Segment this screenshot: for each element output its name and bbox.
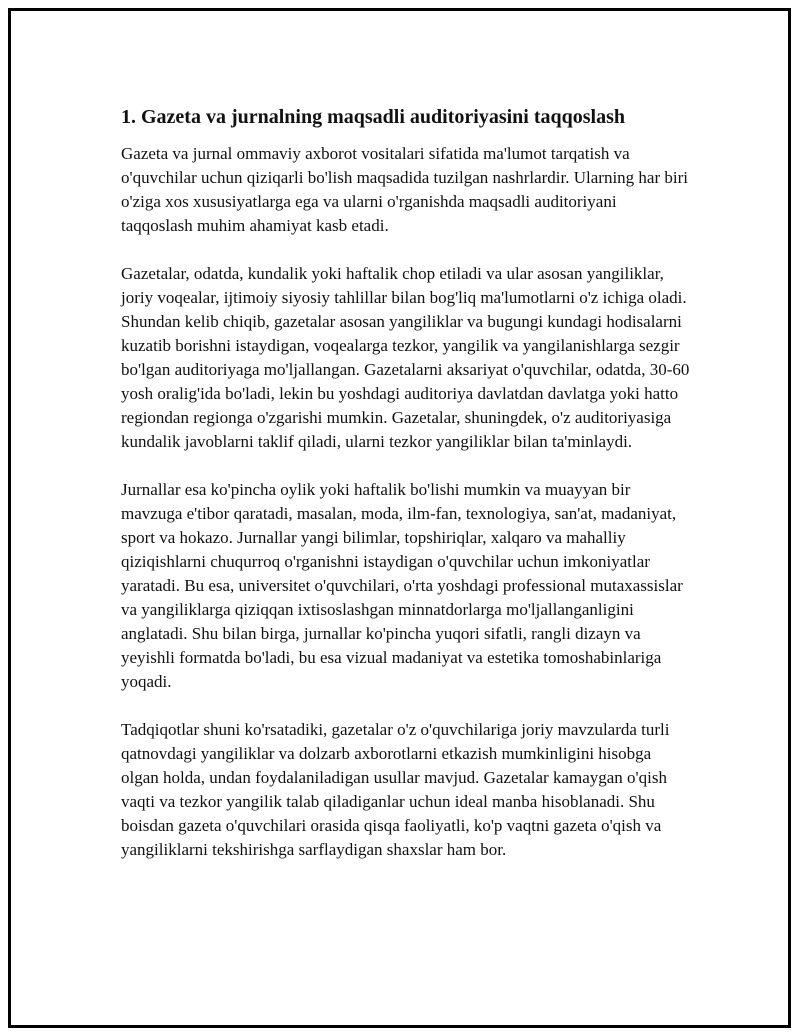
paragraph-intro: Gazeta va jurnal ommaviy axborot vositalari sifatida ma'lumot tarqatish va o'quvchilar uchun qiziqarli bo'lish maqsadida tuzilgan nashrlardir. Ularning har biri o'ziga xos xususiyatlarga ega va ularni o'rganishda maqsadli auditoriyani taqqoslash muhim ahamiyat kasb etadi. xyxy=(121,144,688,235)
paragraph-research: Tadqiqotlar shuni ko'rsatadiki, gazetalar o'z o'quvchilariga joriy mavzularda turli qatnovdagi yangiliklar va dolzarb axborotlarni etkazish mumkinligini hisobga olgan holda, undan foydalaniladigan usullar mavjud. Gazetalar kamaygan o'qish vaqti va tezkor yangilik talab qiladiganlar uchun ideal manba hisoblanadi. Shu boisdan gazeta o'quvchilari orasida qisqa faoliyatli, ko'p vaqtni gazeta o'qish va yangiliklarni tekshirishga sarflaydigan shaxslar ham bor. xyxy=(121,720,670,859)
document-body xyxy=(121,104,691,886)
paragraph-newspapers: Gazetalar, odatda, kundalik yoki haftalik chop etiladi va ular asosan yangiliklar, joriy voqealar, ijtimoiy siyosiy tahlillar bilan bog'liq ma'lumotlarni o'z ichiga oladi. Shundan kelib chiqib, gazetalar asosan yangiliklar va bugungi kundagi hodisalarni kuzatib borishni istaydigan, voqealarga tezkor, yangilik va yangilanishlarga sezgir bo'lgan auditoriyaga mo'ljallangan. Gazetalarni aksariyat o'quvchilar, odatda, 30-60 yosh oralig'ida bo'ladi, lekin bu yoshdagi auditoriya davlatdan davlatga yoki hatto regiondan regionga o'zgarishi mumkin. Gazetalar, shuningdek, o'z auditoriyasiga kundalik javoblarni taklif qiladi, ularni tezkor yangiliklar bilan ta'minlaydi. xyxy=(121,264,690,451)
section-heading: 1. Gazeta va jurnalning maqsadli auditoriyasini taqqoslash xyxy=(121,106,625,128)
paragraph-magazines: Jurnallar esa ko'pincha oylik yoki haftalik bo'lishi mumkin va muayyan bir mavzuga e'tibor qaratadi, masalan, moda, ilm-fan, texnologiya, san'at, madaniyat, sport va hokazo. Jurnallar yangi bilimlar, topshiriqlar, xalqaro va mahalliy qiziqishlarni chuqurroq o'rganishni istaydigan o'quvchilar uchun imkoniyatlar yaratadi. Bu esa, universitet o'quvchilari, o'rta yoshdagi professional mutaxassislar va yangiliklarga qiziqqan ixtisoslashgan minnatdorlarga mo'ljallanganligini anglatadi. Shu bilan birga, jurnallar ko'pincha yuqori sifatli, rangli dizayn va yeyishli formatda bo'ladi, bu esa vizual madaniyat va estetika tomoshabinlariga yoqadi. xyxy=(121,480,683,691)
page-frame xyxy=(8,8,791,1028)
